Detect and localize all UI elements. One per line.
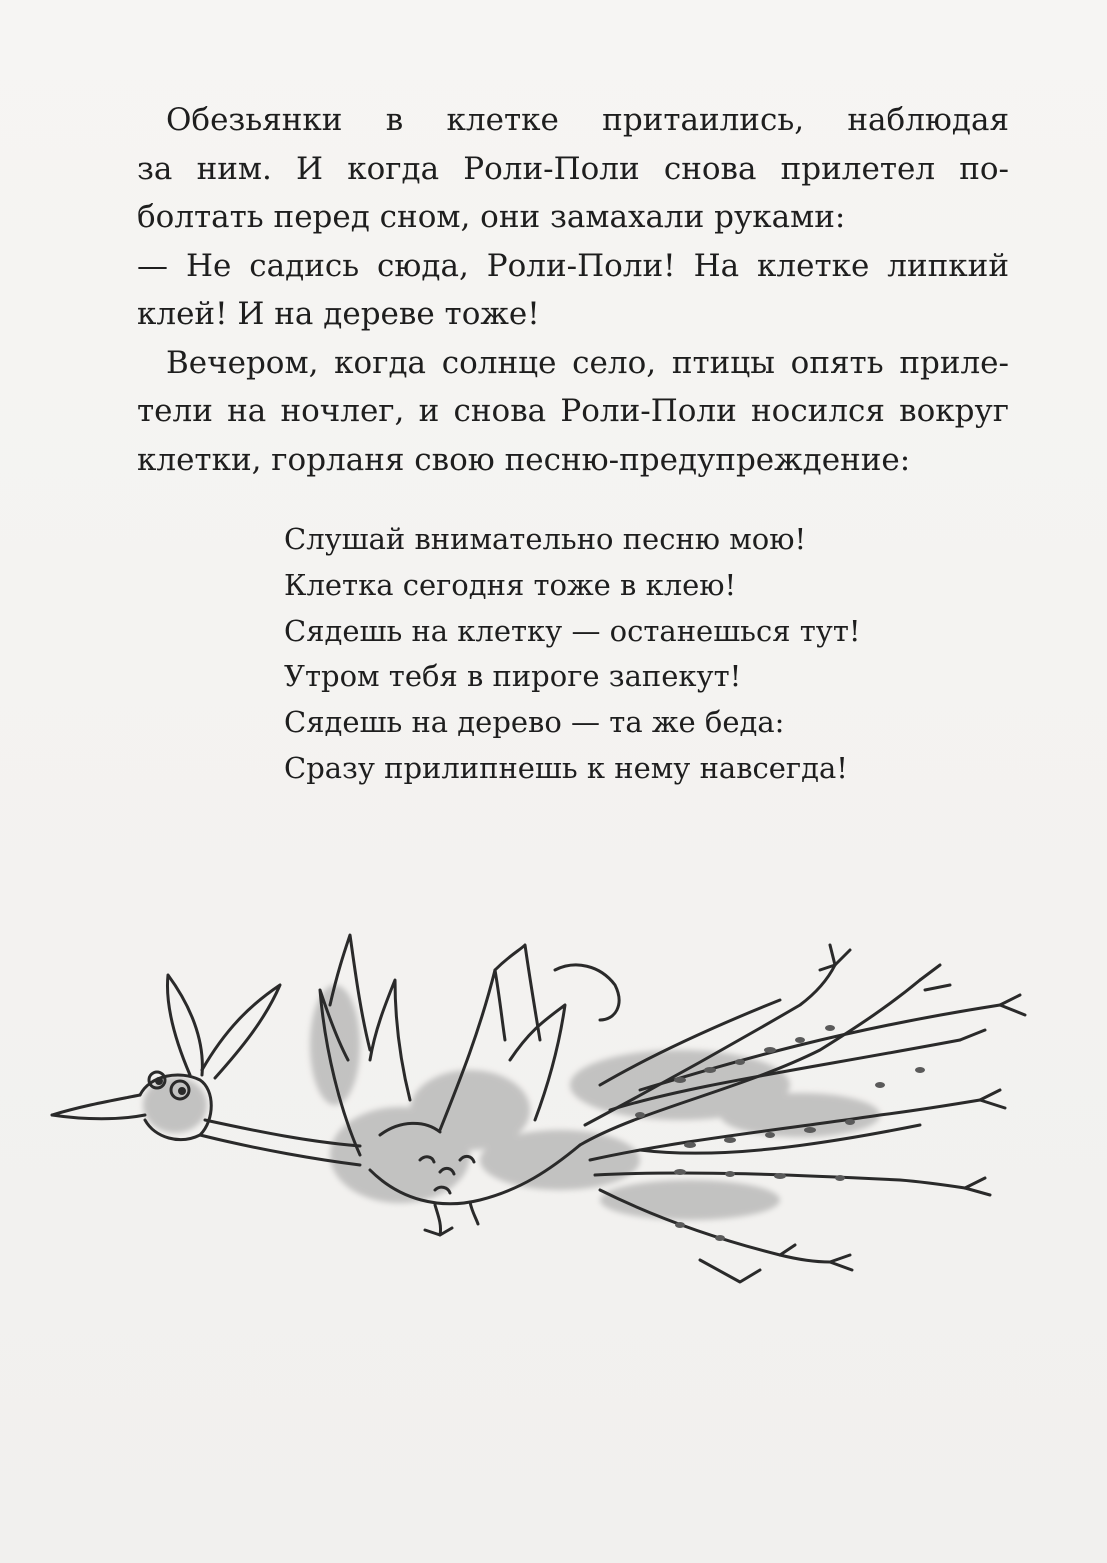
text-line: клей! И на дереве тоже! bbox=[137, 296, 540, 332]
flying-bird-illustration-icon bbox=[40, 910, 1040, 1300]
text-line: тели на ночлег, и снова Роли-Поли носился вокруг bbox=[137, 393, 1009, 429]
poem-line: Сядешь на клетку — останешься тут! bbox=[284, 613, 861, 648]
poem bbox=[284, 517, 861, 792]
text-line: клетки, горланя свою песню-предупреждение: bbox=[137, 441, 911, 478]
text-line: Обезьянки в клетке притаились, наблюдая bbox=[166, 102, 1009, 138]
poem-line: Клетка сегодня тоже в клею! bbox=[284, 567, 737, 602]
text-line: Вечером, когда солнце село, птицы опять приле- bbox=[166, 344, 1009, 381]
poem-line: Сядешь на дерево — та же беда: bbox=[284, 705, 785, 740]
poem-line: Утром тебя в пироге запекут! bbox=[284, 659, 742, 694]
poem-line: Сразу прилипнешь к нему навсегда! bbox=[284, 750, 848, 785]
text-line: — Не садись сюда, Роли-Поли! На клетке липкий bbox=[137, 247, 1009, 284]
text-line: болтать перед сном, они замахали руками: bbox=[137, 199, 846, 235]
text-line: за ним. И когда Роли-Поли снова прилетел по- bbox=[137, 150, 1009, 187]
poem-line: Слушай внимательно песню мою! bbox=[284, 522, 807, 556]
prose-text bbox=[137, 96, 1009, 484]
